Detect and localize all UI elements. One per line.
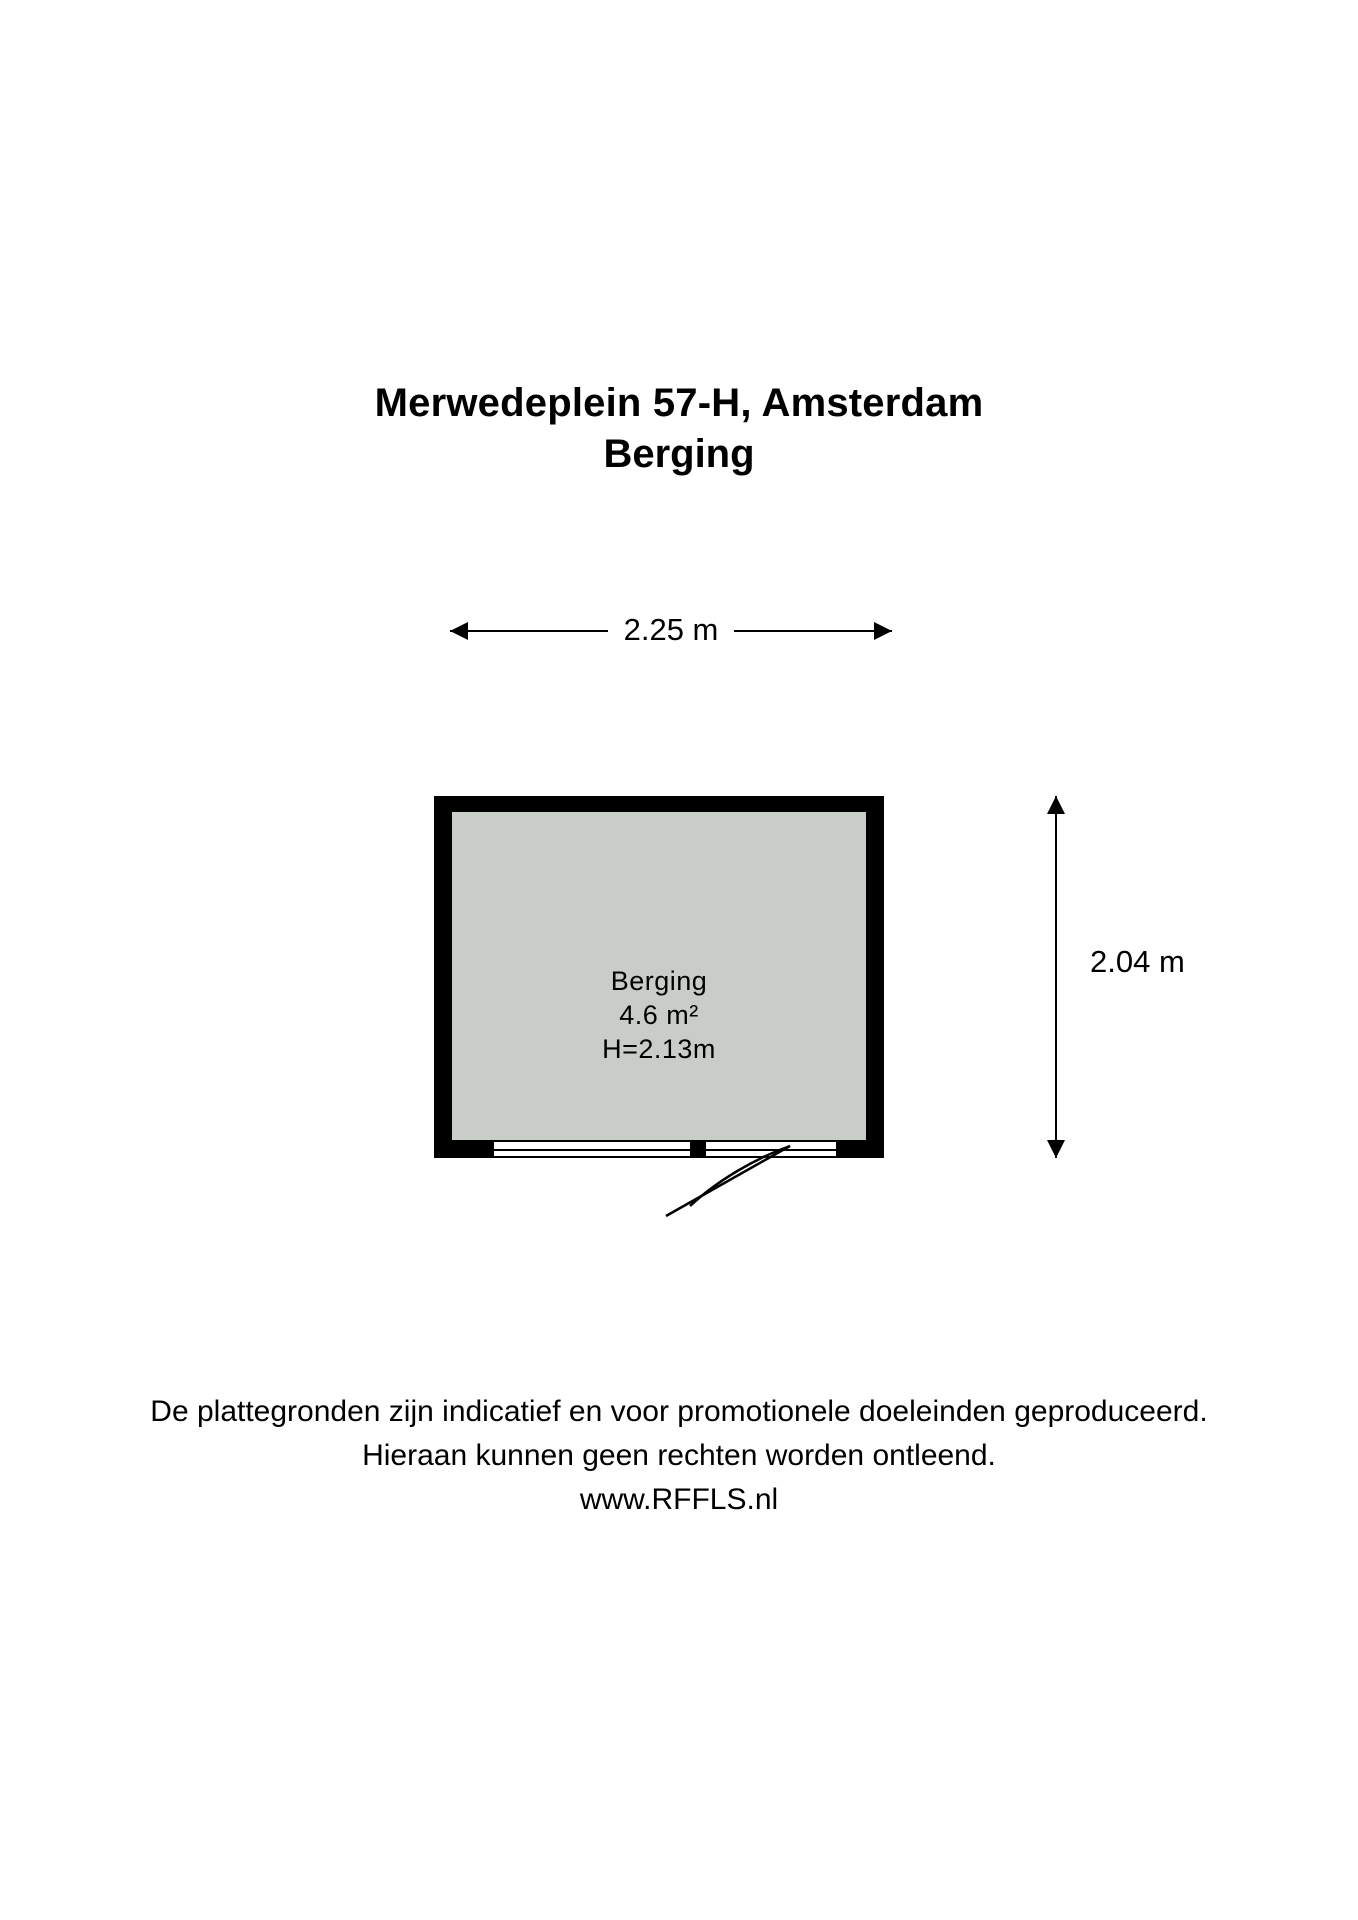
- height-dimension-label: 2.04 m: [1090, 944, 1185, 979]
- room-area: 4.6 m²: [619, 1000, 699, 1030]
- title-address: Merwedeplein 57-H, Amsterdam: [374, 381, 984, 425]
- disclaimer-line-1: De plattegronden zijn indicatief en voor promotionele doeleinden geproduceerd.: [150, 1395, 1208, 1428]
- width-dimension: [450, 610, 892, 650]
- arrow-down-icon: [1047, 1140, 1065, 1158]
- arrow-up-icon: [1047, 796, 1065, 814]
- room-label-block: [452, 964, 866, 1066]
- width-dimension-label: 2.25 m: [608, 612, 735, 647]
- room-walls: [434, 796, 884, 1158]
- website-url: www.RFFLS.nl: [579, 1483, 779, 1516]
- width-dimension-label-wrap: [450, 610, 892, 650]
- page-title: [0, 378, 1358, 480]
- floorplan-drawing: [0, 560, 1358, 1310]
- room-height: H=2.13m: [602, 1034, 716, 1064]
- title-floor: Berging: [603, 432, 755, 476]
- room-floor-berging: [452, 812, 866, 1140]
- disclaimer-line-2: Hieraan kunnen geen rechten worden ontleend.: [362, 1439, 996, 1472]
- footer-disclaimer: [0, 1390, 1358, 1522]
- room-name: Berging: [610, 966, 708, 996]
- door-swing-icon: [660, 1144, 800, 1224]
- height-dimension-line: [1055, 796, 1057, 1158]
